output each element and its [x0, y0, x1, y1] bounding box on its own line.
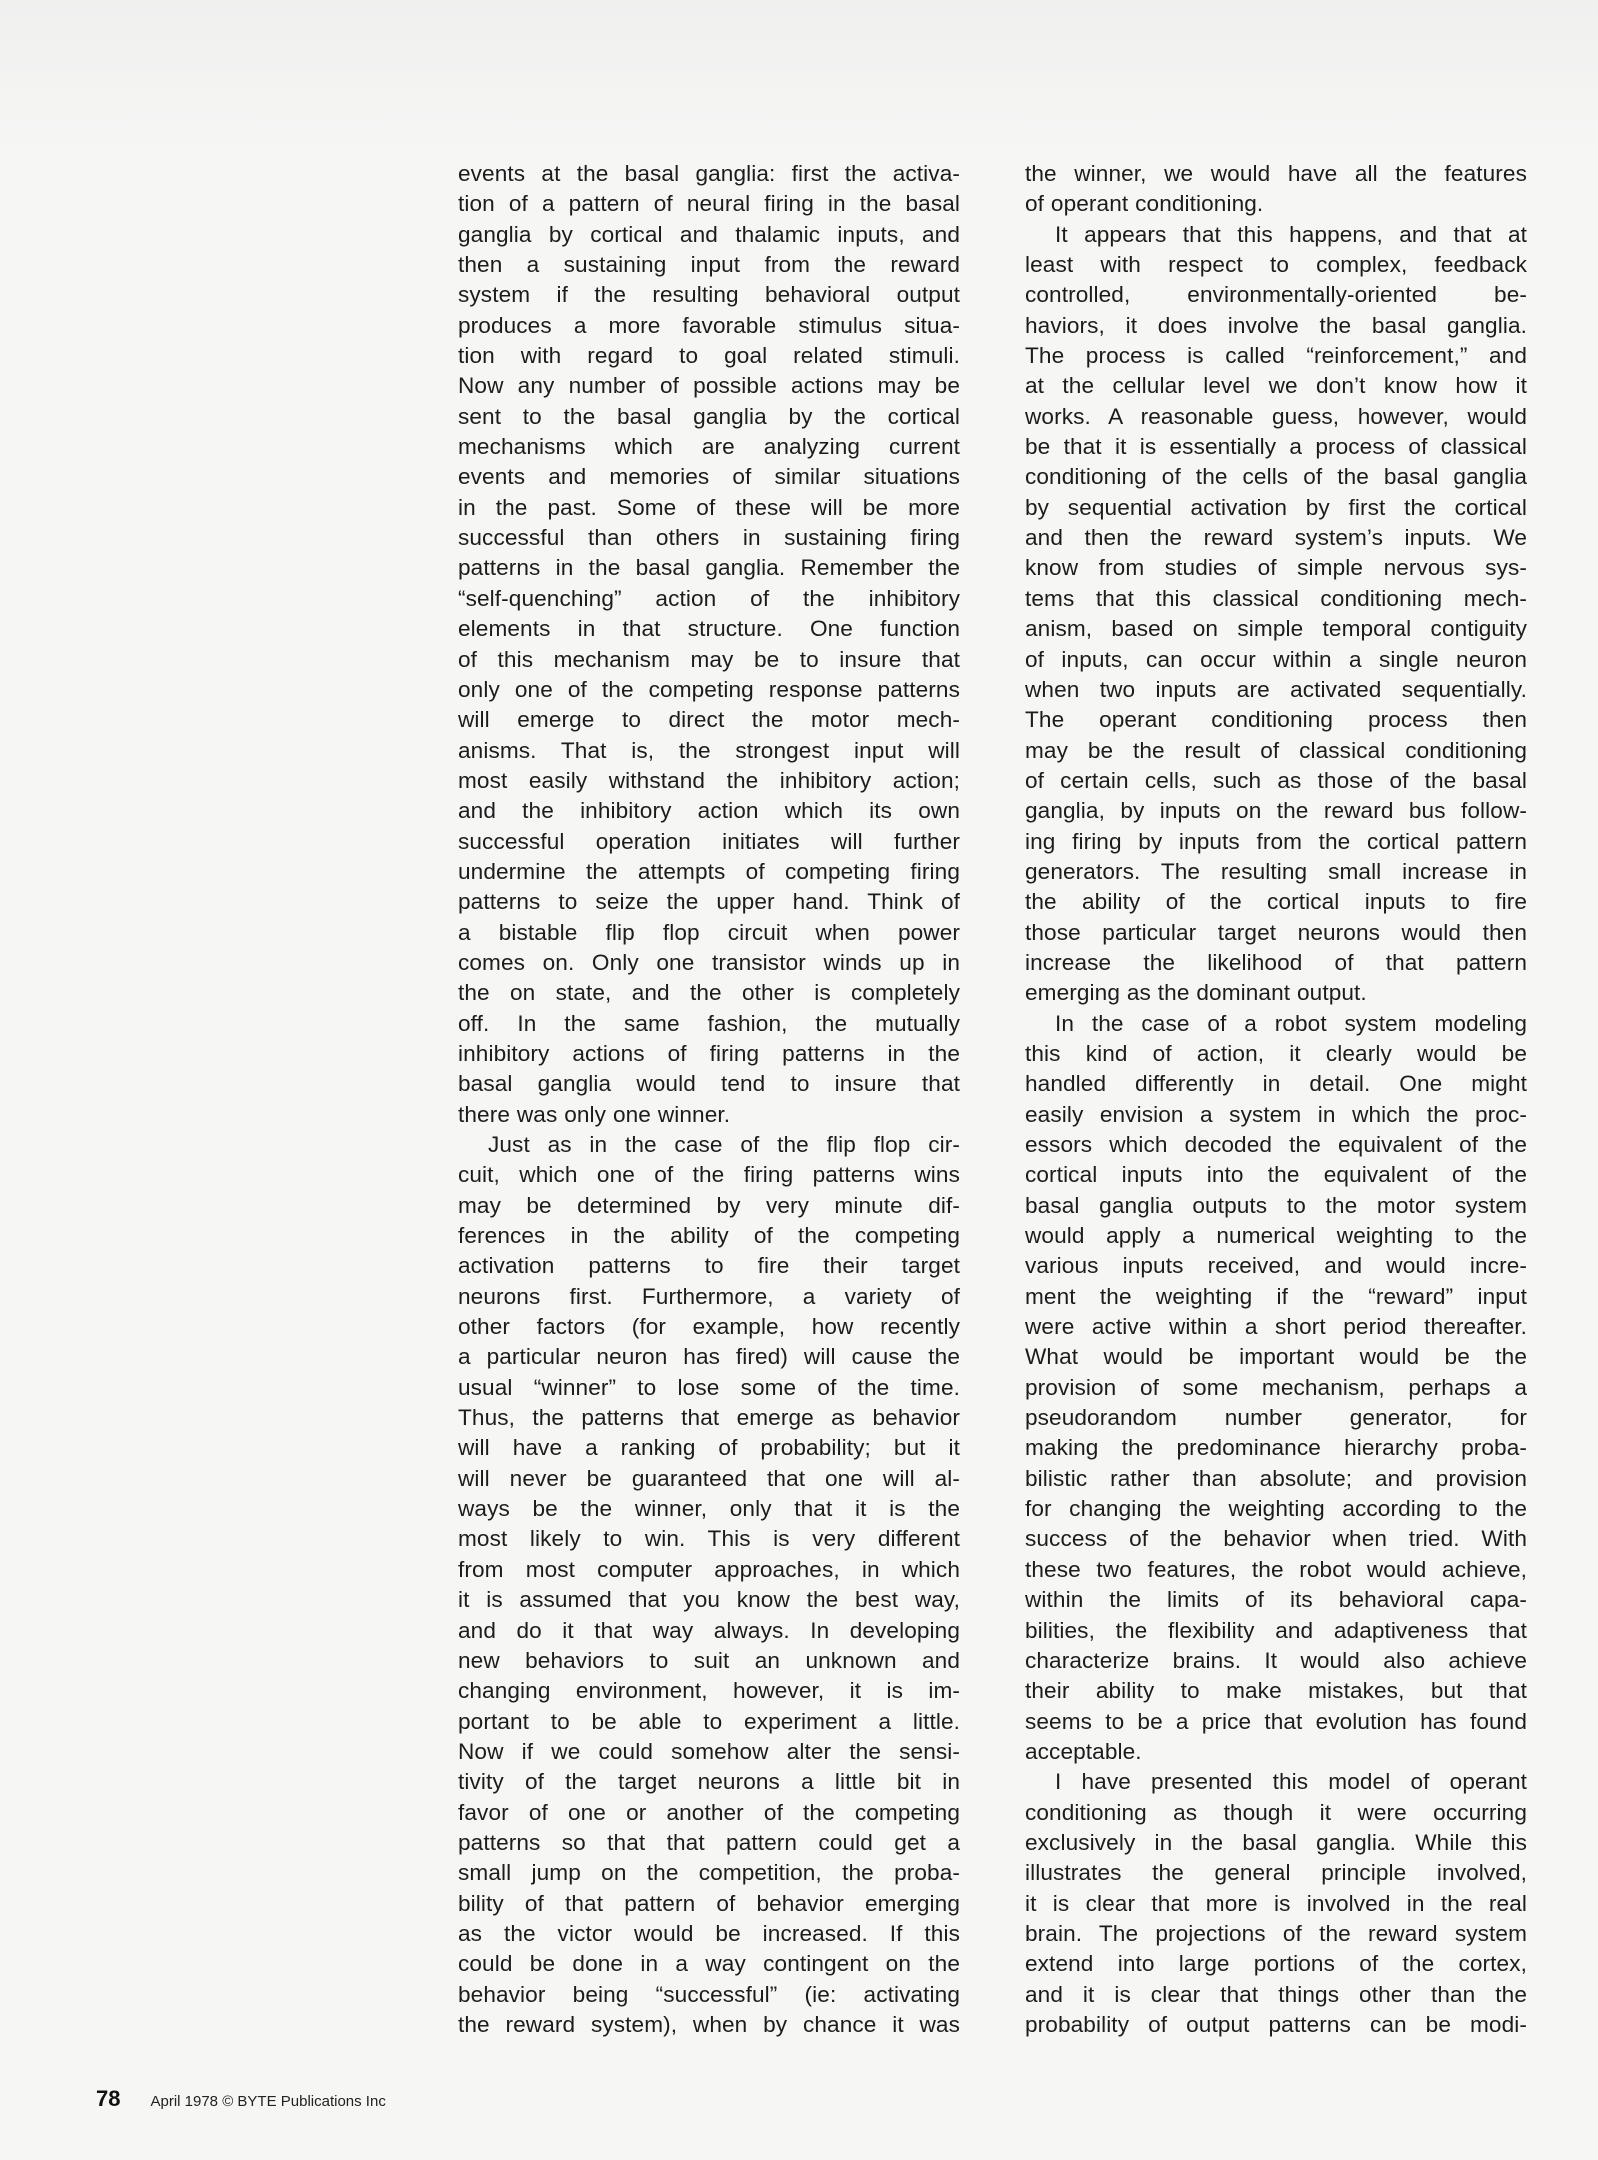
text-line: emerging as the dominant output.	[1025, 980, 1367, 1006]
text-line: patterns so that that pattern could get a	[458, 1829, 960, 1855]
text-line: in the past. Some of these will be more	[458, 494, 960, 520]
text-line: successful than others in sustaining firing	[458, 525, 960, 551]
text-line: a bistable flip flop circuit when power	[458, 919, 960, 945]
text-line: controlled, environmentally-oriented be-	[1025, 282, 1527, 308]
text-line: at the cellular level we don’t know how it	[1025, 373, 1527, 399]
text-line: anisms. That is, the strongest input will	[458, 737, 960, 763]
text-line: extend into large portions of the cortex,	[1025, 1951, 1527, 1977]
page-footer	[96, 2086, 386, 2112]
text-line: ganglia by cortical and thalamic inputs, and	[458, 221, 960, 247]
text-line: could be done in a way contingent on the	[458, 1951, 960, 1977]
text-line: cortical inputs into the equivalent of the	[1025, 1162, 1527, 1188]
text-line: events at the basal ganglia: first the activa-	[458, 161, 960, 186]
text-line: and it is clear that things other than the	[1025, 1981, 1527, 2007]
text-line: comes on. Only one transistor winds up in	[458, 949, 960, 975]
text-line: conditioning as though it were occurring	[1025, 1799, 1527, 1825]
text-line: within the limits of its behavioral capa-	[1025, 1587, 1527, 1613]
text-line: usual “winner” to lose some of the time.	[458, 1374, 960, 1400]
text-line: Thus, the patterns that emerge as behavior	[458, 1405, 960, 1431]
text-line: haviors, it does involve the basal ganglia.	[1025, 312, 1527, 338]
text-line: system if the resulting behavioral output	[458, 282, 960, 308]
text-line: new behaviors to suit an unknown and	[458, 1647, 960, 1673]
text-line: off. In the same fashion, the mutually	[458, 1010, 960, 1036]
text-line: their ability to make mistakes, but that	[1025, 1678, 1527, 1704]
text-line: I have presented this model of operant	[1055, 1769, 1527, 1795]
text-line: most likely to win. This is very different	[458, 1526, 960, 1552]
publication-credit: April 1978 © BYTE Publications Inc	[150, 2093, 386, 2110]
text-line: tivity of the target neurons a little bit in	[458, 1769, 960, 1795]
text-line: by sequential activation by first the cortical	[1025, 494, 1527, 520]
text-line: other factors (for example, how recently	[458, 1314, 960, 1340]
text-line: the winner, we would have all the features	[1025, 161, 1527, 186]
text-line: for changing the weighting according to the	[1025, 1496, 1527, 1522]
text-line: essors which decoded the equivalent of the	[1025, 1132, 1527, 1157]
text-line: Just as in the case of the flip flop cir-	[488, 1132, 960, 1157]
text-line: ing firing by inputs from the cortical pattern	[1025, 828, 1527, 854]
text-line: sent to the basal ganglia by the cortical	[458, 403, 960, 429]
text-line: ferences in the ability of the competing	[458, 1223, 960, 1249]
text-line: a particular neuron has fired) will cause the	[458, 1344, 960, 1370]
text-line: these two features, the robot would achieve,	[1025, 1556, 1527, 1582]
text-line: of this mechanism may be to insure that	[458, 646, 960, 672]
text-line: bility of that pattern of behavior emerging	[458, 1890, 960, 1916]
text-line: It appears that this happens, and that at	[1055, 221, 1527, 247]
text-line: undermine the attempts of competing firing	[458, 858, 960, 884]
text-line: least with respect to complex, feedback	[1025, 252, 1527, 278]
text-line: ganglia, by inputs on the reward bus follow-	[1025, 798, 1527, 824]
text-line: basal ganglia outputs to the motor system	[1025, 1192, 1527, 1218]
text-line: most easily withstand the inhibitory action;	[458, 767, 960, 793]
text-line: anism, based on simple temporal contiguity	[1025, 616, 1527, 642]
text-line: acceptable.	[1025, 1738, 1142, 1764]
text-line: may be the result of classical conditioning	[1025, 737, 1527, 763]
text-line: changing environment, however, it is im-	[458, 1678, 960, 1704]
text-line: it is clear that more is involved in the real	[1025, 1890, 1527, 1916]
text-line: bilistic rather than absolute; and provision	[1025, 1465, 1527, 1491]
text-line: those particular target neurons would then	[1025, 919, 1527, 945]
text-line: What would be important would be the	[1025, 1344, 1527, 1370]
text-line: Now if we could somehow alter the sensi-	[458, 1738, 960, 1764]
text-line: and then the reward system’s inputs. We	[1025, 525, 1527, 551]
text-line: conditioning of the cells of the basal ganglia	[1025, 464, 1527, 490]
text-line: success of the behavior when tried. With	[1025, 1526, 1527, 1552]
text-line: portant to be able to experiment a little.	[458, 1708, 960, 1734]
text-line: activation patterns to fire their target	[458, 1253, 960, 1279]
text-line: basal ganglia would tend to insure that	[458, 1071, 960, 1097]
text-line: The process is called “reinforcement,” and	[1025, 343, 1527, 369]
text-line: when two inputs are activated sequentially.	[1025, 676, 1527, 702]
text-line: works. A reasonable guess, however, would	[1025, 403, 1527, 429]
text-line: pseudorandom number generator, for	[1025, 1405, 1527, 1431]
text-line: increase the likelihood of that pattern	[1025, 949, 1527, 975]
text-line: will have a ranking of probability; but it	[458, 1435, 960, 1461]
text-line: neurons first. Furthermore, a variety of	[458, 1283, 960, 1309]
text-line: tion of a pattern of neural firing in the basal	[458, 191, 960, 217]
text-line: various inputs received, and would incre-	[1025, 1253, 1527, 1279]
text-line: seems to be a price that evolution has found	[1025, 1708, 1527, 1734]
page-number: 78	[96, 2086, 121, 2111]
text-line: were active within a short period thereafter.	[1025, 1314, 1527, 1340]
text-line: patterns to seize the upper hand. Think of	[458, 889, 960, 915]
text-line: only one of the competing response patterns	[458, 676, 960, 702]
text-line: exclusively in the basal ganglia. While this	[1025, 1829, 1527, 1855]
text-line: tion with regard to goal related stimuli.	[458, 343, 960, 369]
text-line: the ability of the cortical inputs to fire	[1025, 889, 1527, 915]
text-line: of inputs, can occur within a single neuron	[1025, 646, 1527, 672]
text-line: this kind of action, it clearly would be	[1025, 1040, 1527, 1066]
text-line: then a sustaining input from the reward	[458, 252, 960, 278]
text-line: patterns in the basal ganglia. Remember the	[458, 555, 960, 581]
text-line: as the victor would be increased. If this	[458, 1920, 960, 1946]
text-line: generators. The resulting small increase in	[1025, 858, 1527, 884]
text-line: characterize brains. It would also achieve	[1025, 1647, 1527, 1673]
text-line: easily envision a system in which the proc-	[1025, 1101, 1527, 1127]
text-line: may be determined by very minute dif-	[458, 1192, 960, 1218]
text-line: mechanisms which are analyzing current	[458, 434, 960, 460]
text-line: illustrates the general principle involved,	[1025, 1860, 1527, 1886]
text-line: of certain cells, such as those of the basal	[1025, 767, 1527, 793]
text-line: be that it is essentially a process of classical	[1025, 434, 1527, 460]
text-line: of operant conditioning.	[1025, 191, 1264, 217]
text-line: events and memories of similar situations	[458, 464, 960, 490]
text-line: making the predominance hierarchy proba-	[1025, 1435, 1527, 1461]
text-line: provision of some mechanism, perhaps a	[1025, 1374, 1527, 1400]
text-line: will emerge to direct the motor mech-	[458, 707, 960, 733]
text-line: produces a more favorable stimulus situa-	[458, 312, 960, 338]
text-line: and do it that way always. In developing	[458, 1617, 960, 1643]
text-line: there was only one winner.	[458, 1101, 731, 1127]
text-line: The operant conditioning process then	[1025, 707, 1527, 733]
text-column-right	[1025, 159, 1527, 2040]
text-line: from most computer approaches, in which	[458, 1556, 960, 1582]
text-line: cuit, which one of the firing patterns wins	[458, 1162, 960, 1188]
text-column-left	[458, 159, 960, 2040]
text-line: In the case of a robot system modeling	[1055, 1010, 1527, 1036]
text-line: the on state, and the other is completely	[458, 980, 960, 1006]
text-line: ment the weighting if the “reward” input	[1025, 1283, 1527, 1309]
text-line: small jump on the competition, the proba-	[458, 1860, 960, 1886]
text-line: ways be the winner, only that it is the	[458, 1496, 960, 1522]
text-line: behavior being “successful” (ie: activating	[458, 1981, 960, 2007]
text-line: will never be guaranteed that one will al-	[458, 1465, 960, 1491]
text-line: elements in that structure. One function	[458, 616, 960, 642]
text-line: inhibitory actions of firing patterns in the	[458, 1040, 960, 1066]
text-line: tems that this classical conditioning mech-	[1025, 585, 1527, 611]
text-line: brain. The projections of the reward system	[1025, 1920, 1527, 1946]
text-line: it is assumed that you know the best way,	[458, 1587, 960, 1613]
text-line: successful operation initiates will further	[458, 828, 960, 854]
text-line: Now any number of possible actions may be	[458, 373, 960, 399]
text-line: would apply a numerical weighting to the	[1025, 1223, 1527, 1249]
text-line: and the inhibitory action which its own	[458, 798, 960, 824]
text-line: bilities, the flexibility and adaptiveness that	[1025, 1617, 1527, 1643]
text-line: “self-quenching” action of the inhibitory	[458, 585, 960, 611]
text-line: know from studies of simple nervous sys-	[1025, 555, 1527, 581]
text-line: favor of one or another of the competing	[458, 1799, 960, 1825]
text-line: handled differently in detail. One might	[1025, 1071, 1527, 1097]
text-line: probability of output patterns can be modi-	[1025, 2011, 1527, 2037]
text-line: the reward system), when by chance it was	[458, 2011, 960, 2037]
